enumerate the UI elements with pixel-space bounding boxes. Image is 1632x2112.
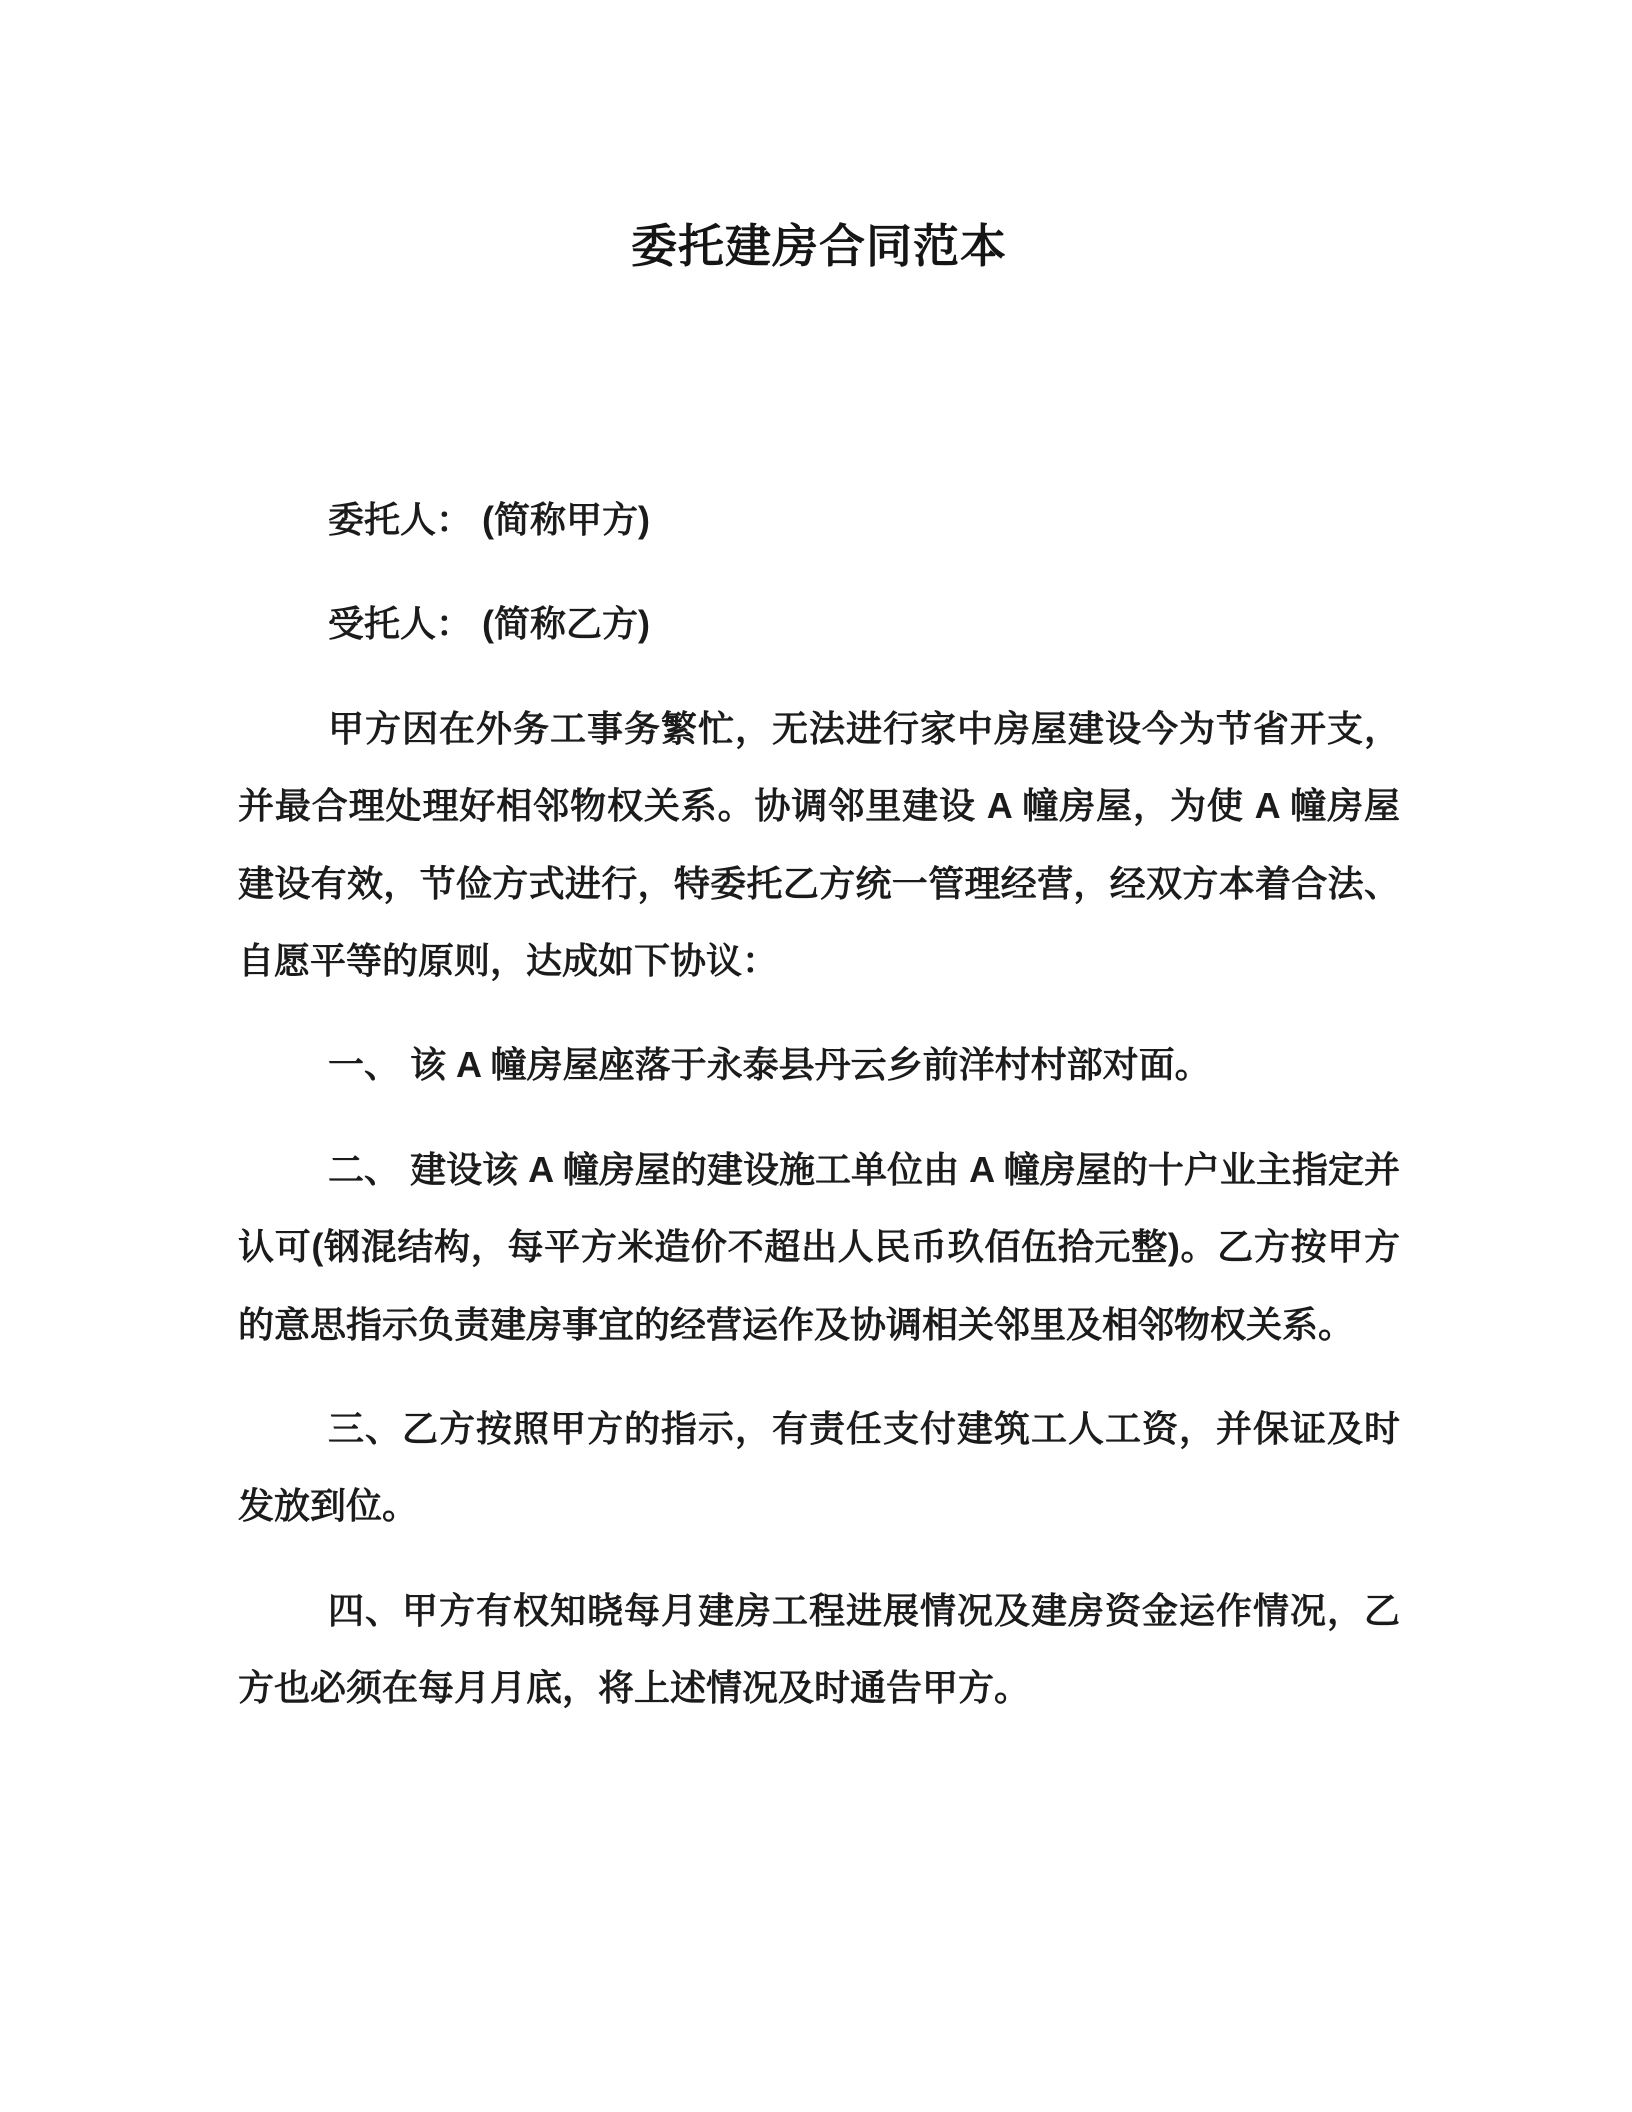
document-title: 委托建房合同范本	[631, 220, 1007, 272]
clause-3: 三、乙方按照甲方的指示，有责任支付建筑工人工资，并保证及时发放到位。	[238, 1407, 1400, 1527]
trustee-party-line: 受托人： (简称乙方)	[328, 603, 650, 645]
principal-party-line: 委托人： (简称甲方)	[328, 499, 650, 540]
clause-4: 四、甲方有权知晓每月建房工程进展情况及建房资金运作情况，乙方也必须在每月月底，将上述情况及时通告甲方。	[238, 1589, 1400, 1709]
intro-paragraph: 甲方因在外务工事务繁忙，无法进行家中房屋建设今为节省开支，并最合理处理好相邻物权关系。协调邻里建设 A 幢房屋，为使 A 幢房屋建设有效，节俭方式进行，特委托乙方统一管理经营，经双方本着合法、自愿平等的原则，达成如下协议：	[238, 707, 1400, 981]
clause-1: 一、 该 A 幢房屋座落于永泰县丹云乡前洋村村部对面。	[328, 1044, 1211, 1086]
clause-2: 二、 建设该 A 幢房屋的建设施工单位由 A 幢房屋的十户业主指定并认可(钢混结构，每平方米造价不超出人民币玖佰伍拾元整)。乙方按甲方的意思指示负责建房事宜的经营运作及协调相关邻里及相邻物权关系。	[238, 1148, 1400, 1345]
